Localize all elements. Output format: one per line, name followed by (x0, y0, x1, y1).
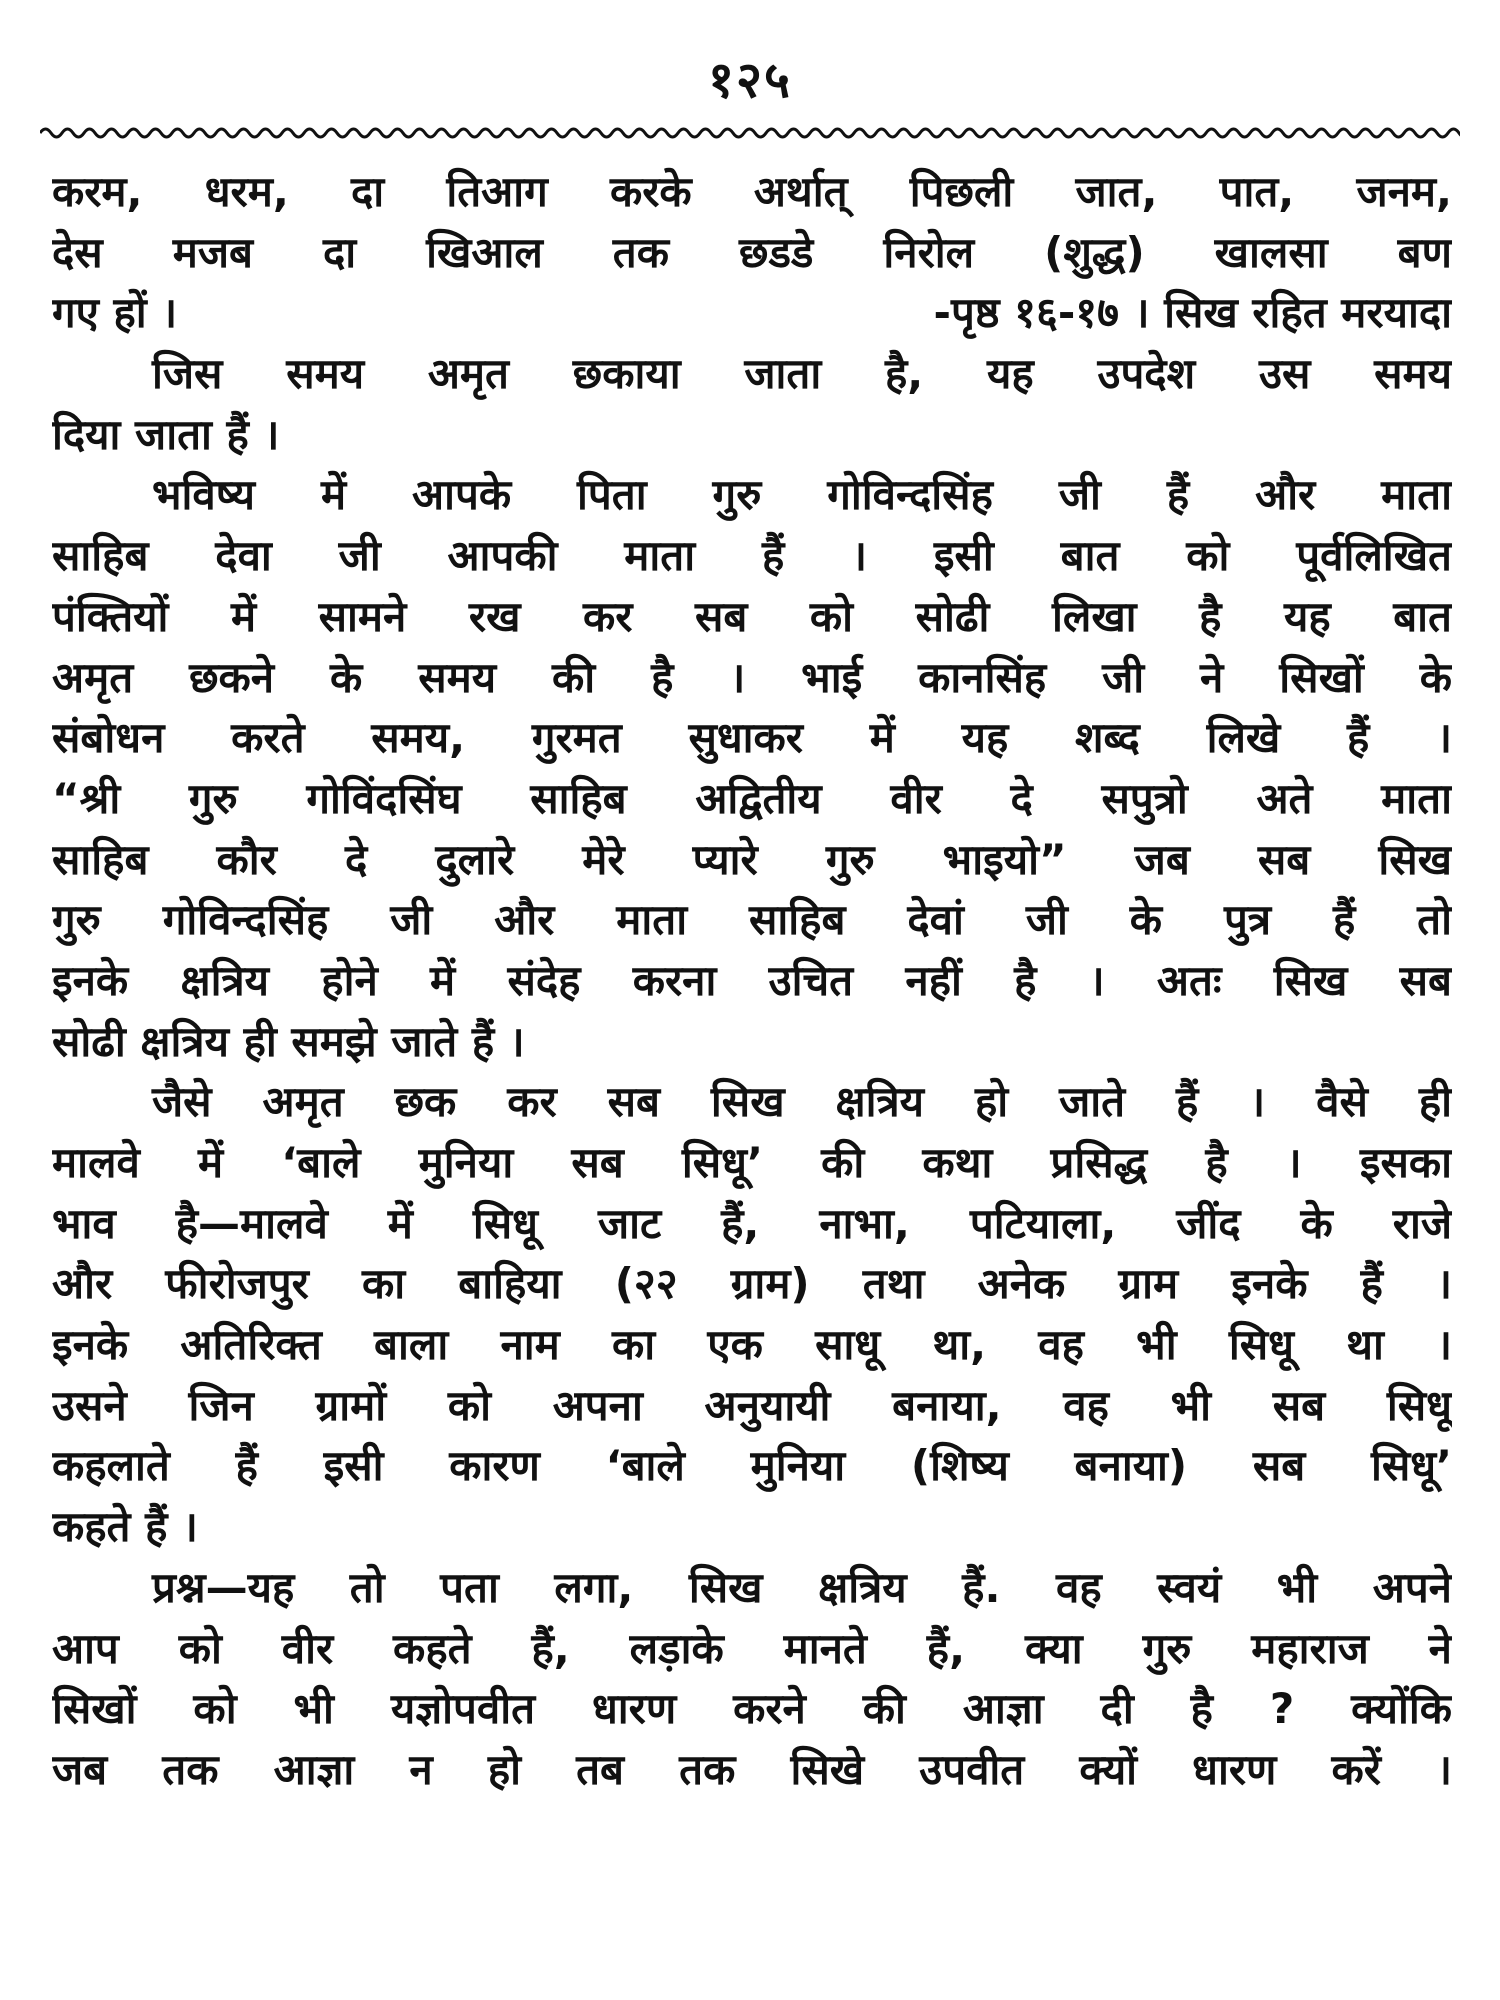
quote-line: साहिब कौर दे दुलारे मेरे प्यारे गुरु भाइयो” जब सब सिख (52, 834, 1452, 884)
page-number: १२५ (708, 51, 792, 109)
text-line: गए हों । (52, 288, 178, 338)
text-line: सिखों को भी यज्ञोपवीत धारण करने की आज्ञा दी है ? क्योंकि (52, 1684, 1452, 1734)
text-line: पंक्तियों में सामने रख कर सब को सोढी लिखा है यह बात (52, 591, 1452, 641)
paragraph-start-line: जिस समय अमृत छकाया जाता है, यह उपदेश उस समय (152, 349, 1452, 399)
page-reference: -पृष्ठ १६-१७ । सिख रहित मरयादा (933, 288, 1452, 338)
text-line: इनके क्षत्रिय होने में संदेह करना उचित नहीं है । अतः सिख सब (52, 955, 1452, 1005)
text-line-with-reference (52, 283, 1452, 344)
text-line: देस मजब दा खिआल तक छडडे निरोल (शुद्ध) खालसा बण (52, 227, 1452, 277)
text-line: सोढी क्षत्रिय ही समझे जाते हैं । (52, 1016, 525, 1066)
text-line: करम, धरम, दा तिआग करके अर्थात् पिछली जात, पात, जनम, (52, 167, 1452, 216)
text-line: आप को वीर कहते हैं, लड़ाके मानते हैं, क्या गुरु महाराज ने (52, 1623, 1452, 1673)
paragraph-start-line: प्रश्न—यह तो पता लगा, सिख क्षत्रिय हैं. वह स्वयं भी अपने (152, 1562, 1452, 1612)
text-body (52, 162, 1452, 1801)
text-line: इनके अतिरिक्त बाला नाम का एक साधू था, वह भी सिधू था । (52, 1320, 1452, 1370)
quote-line: “श्री गुरु गोविंदसिंघ साहिब अद्वितीय वीर दे सपुत्रो अते माता (52, 773, 1452, 823)
wavy-divider (40, 118, 1460, 148)
text-line: गुरु गोविन्दसिंह जी और माता साहिब देवां जी के पुत्र हैं तो (52, 895, 1452, 945)
text-line: उसने जिन ग्रामों को अपना अनुयायी बनाया, वह भी सब सिधू (52, 1380, 1452, 1430)
text-line: और फीरोजपुर का बाहिया (२२ ग्राम) तथा अनेक ग्राम इनके हैं । (52, 1259, 1452, 1309)
text-line: जब तक आज्ञा न हो तब तक सिखे उपवीत क्यों धारण करें । (52, 1744, 1452, 1794)
text-line: संबोधन करते समय, गुरमत सुधाकर में यह शब्द लिखे हैं । (52, 713, 1452, 763)
text-line: कहते हैं । (52, 1502, 198, 1552)
paragraph-start-line: भविष्य में आपके पिता गुरु गोविन्दसिंह जी हैं और माता (152, 470, 1452, 520)
text-line: अमृत छकने के समय की है । भाई कानसिंह जी ने सिखों के (52, 652, 1452, 702)
text-line: दिया जाता हैं । (52, 409, 280, 459)
text-line: कहलाते हैं इसी कारण ‘बाले मुनिया (शिष्य बनाया) सब सिधू’ (52, 1441, 1452, 1491)
text-line: भाव है—मालवे में सिधू जाट हैं, नाभा, पटियाला, जींद के राजे (52, 1198, 1452, 1248)
text-line: साहिब देवा जी आपकी माता हैं । इसी बात को पूर्वलिखित (52, 531, 1452, 581)
text-line: मालवे में ‘बाले मुनिया सब सिधू’ की कथा प्रसिद्ध है । इसका (52, 1138, 1452, 1187)
paragraph-start-line: जैसे अमृत छक कर सब सिख क्षत्रिय हो जाते हैं । वैसे ही (152, 1077, 1452, 1127)
